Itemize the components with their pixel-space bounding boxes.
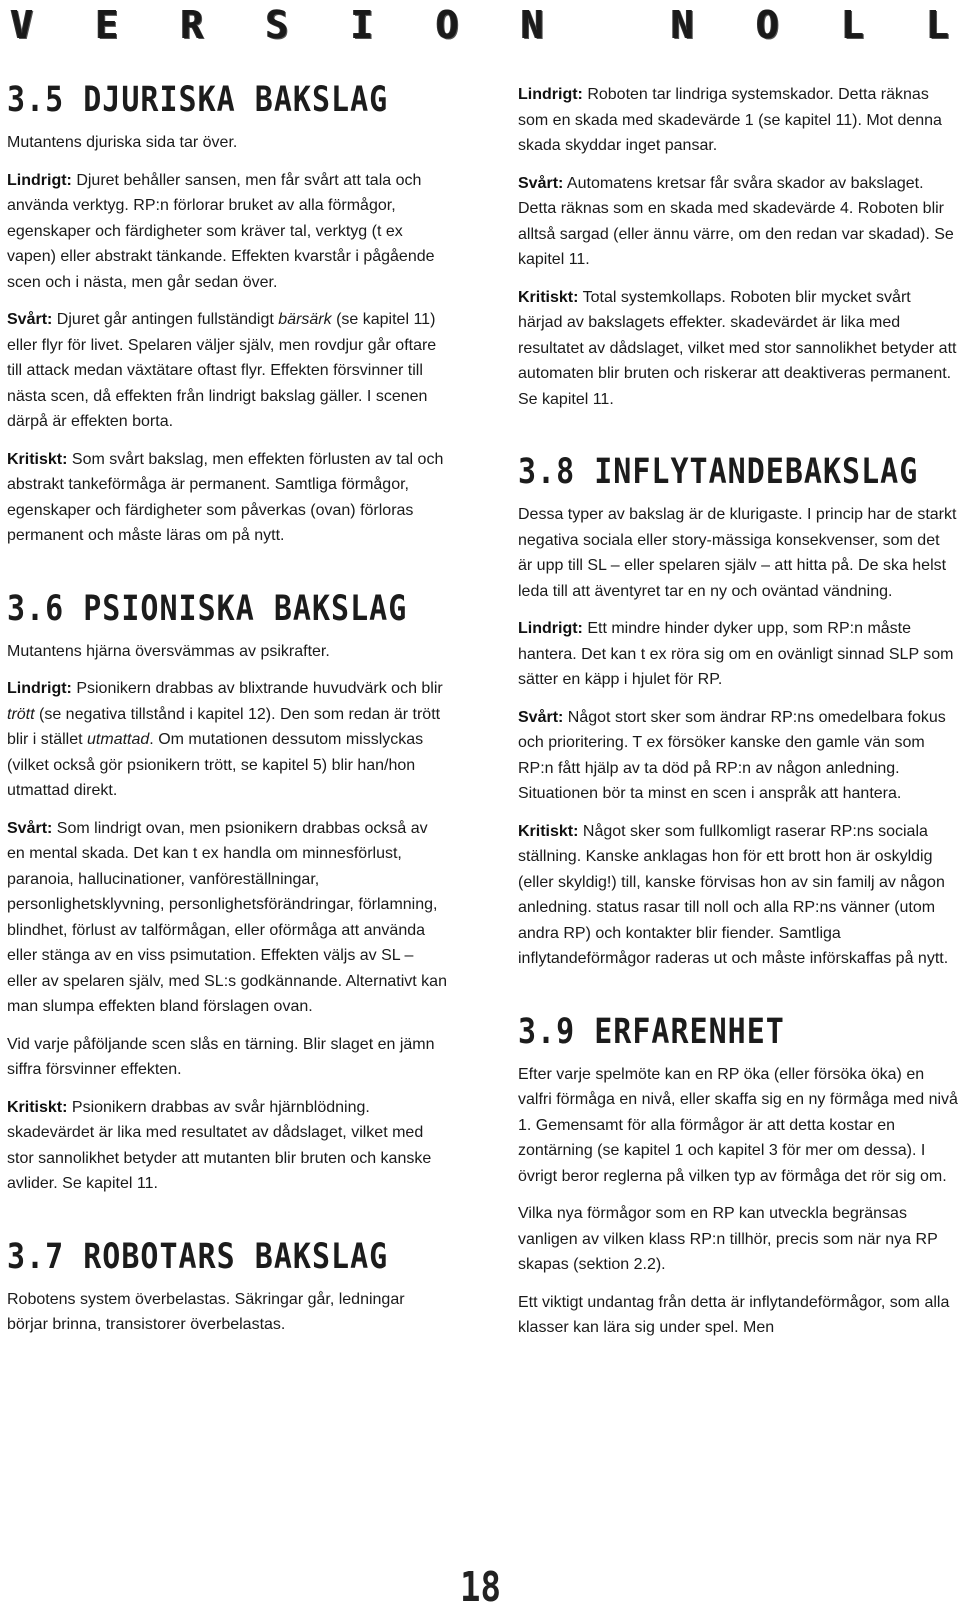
- paragraph-svart: [7, 816, 447, 1020]
- paragraph-text: (se negativa tillstånd i kapitel 12). Den som redan är trött blir i stället: [7, 705, 441, 748]
- left-column: [7, 80, 447, 1378]
- masthead-letter: I: [350, 3, 374, 47]
- paragraph-text: Som svårt bakslag, men effekten förlusten av tal och abstrakt tankeförmåga är permanent. Samtliga förmågor, egenskaper och färdigheter som påverkas (ovan) förloras permanent och måste läras om på nytt.: [7, 450, 444, 544]
- paragraph-kritiskt: [7, 447, 447, 549]
- label-lindrigt: Lindrigt:: [518, 620, 583, 637]
- paragraph-lindrigt: [7, 676, 447, 804]
- label-svart: Svårt:: [518, 708, 564, 726]
- section-heading: 3.6 PSIONISKA BAKSLAG: [7, 588, 408, 629]
- label-svart: Svårt:: [7, 819, 53, 837]
- masthead: [0, 0, 960, 50]
- section-heading: 3.5 DJURISKA BAKSLAG: [7, 80, 389, 121]
- section-3-6: [7, 589, 447, 1197]
- paragraph-text: . Om mutationen dessutom misslyckas (vilket också gör psionikern trött, se kapitel 5) blir han/hon utmattad direkt.: [7, 731, 424, 799]
- emphasis-text: utmattad: [87, 731, 150, 748]
- masthead-letter: N: [521, 3, 544, 47]
- masthead-letter: O: [435, 3, 459, 47]
- paragraph-lindrigt: [7, 168, 447, 296]
- paragraph: Efter varje spelmöte kan en RP öka (eller försöka öka) en valfri förmåga en nivå, eller skaffa sig en ny förmåga med nivå 1. Gemensamt för alla förmågor är att detta kostar en zontärning (se kapitel 1 och kapitel 3 för mer om dessa). I övrigt beror reglerna på vilken typ av förmåga det rör sig om.: [518, 1065, 958, 1185]
- paragraph-svart: [518, 171, 958, 273]
- paragraph-text: Något sker som fullkomligt raserar RP:ns sociala ställning. Kanske anklagas hon för ett brott hon är oskyldig (eller skyldig!) till, kanske förvisas hon av sin familj av någon anledning. status rasar till noll och alla RP:ns vänner (utom andra RP) och kontakter blir fiender. Samtliga inflytandeförmågor raderas ut och måste införskaffas på nytt.: [518, 822, 949, 967]
- paragraph-lindrigt: [518, 616, 958, 693]
- masthead-letter: L: [841, 3, 865, 47]
- label-lindrigt: Lindrigt:: [518, 86, 583, 103]
- paragraph-text: Ett mindre hinder dyker upp, som RP:n måste hantera. Det kan t ex röra sig om en ovänligt sinnad SLP som sätter en käpp i hjulet för RP.: [518, 620, 954, 688]
- paragraph-text: (se kapitel 11) eller flyr för livet. Spelaren väljer själv, men rovdjur går oftare till attack medan växtätare oftast flyr. Effekten försvinner till nästa scen, då effekten från lindrigt bakslag gäller. I scenen därpå är effekten borta.: [7, 311, 437, 430]
- section-3-5: [7, 80, 447, 549]
- paragraph-svart: [7, 307, 447, 435]
- section-intro: Mutantens djuriska sida tar över.: [7, 134, 238, 151]
- masthead-letter: O: [756, 3, 780, 47]
- paragraph-text: Roboten tar lindriga systemskador. Detta räknas som en skada med skadevärde 1 (se kapitel 11). Mot denna skada skyddar inget pansar.: [518, 86, 942, 154]
- section-heading: 3.8 INFLYTANDEBAKSLAG: [518, 452, 919, 493]
- label-lindrigt: Lindrigt:: [7, 680, 72, 697]
- paragraph: Ett viktigt undantag från detta är inflytandeförmågor, som alla klasser kan lära sig under spel. Men: [518, 1293, 950, 1336]
- section-intro: Mutantens hjärna översvämmas av psikrafter.: [7, 642, 330, 660]
- page-number: 18: [460, 1564, 501, 1612]
- masthead-letter: E: [95, 3, 119, 47]
- emphasis-text: bärsärk: [278, 311, 332, 328]
- paragraph-text: Total systemkollaps. Roboten blir mycket svårt härjad av bakslagets effekter. skadevärdet är lika med resultatet av dådslaget, vilket med stor sannolikhet betyder att automaten blir bruten och riskerar att deaktiveras permanent. Se kapitel 11.: [518, 288, 957, 408]
- paragraph-kritiskt: [518, 285, 958, 413]
- label-kritiskt: Kritiskt:: [7, 450, 68, 468]
- paragraph-text: Som lindrigt ovan, men psionikern drabbas också av en mental skada. Det kan t ex handla om minnesförlust, paranoia, hallucinationer, vanföreställningar, personlighetsklyvning, personlighetsförändringar, förlamning, blindhet, förlust av talförmågan, eller oförmåga att använda eller stänga av en viss psimutation. Effekten väljs av SL – eller av spelaren själv, med SL:s godkännande. Alternativt kan man slumpa effekten bland förslagen ovan.: [7, 819, 447, 1015]
- paragraph-text: Psionikern drabbas av svår hjärnblödning. skadevärdet är lika med resultatet av dådslaget, vilket med stor sannolikhet betyder att mutanten blir bruten och kanske avlider. Se kapitel 11.: [7, 1098, 432, 1192]
- section-3-9: [518, 1012, 958, 1341]
- paragraph-text: Psionikern drabbas av blixtrande huvudvärk och blir: [71, 680, 443, 697]
- masthead-letter: V: [10, 3, 34, 47]
- section-intro: Robotens system överbelastas. Säkringar går, ledningar börjar brinna, transistorer överbelastas.: [7, 1290, 405, 1333]
- masthead-letter: S: [265, 3, 289, 47]
- paragraph-followup: Vid varje påföljande scen slås en tärning. Blir slaget en jämn siffra försvinner effekten.: [7, 1035, 435, 1078]
- label-svart: Svårt:: [7, 311, 53, 328]
- label-kritiskt: Kritiskt:: [7, 1098, 68, 1116]
- label-svart: Svårt:: [518, 174, 564, 192]
- paragraph-kritiskt: [518, 819, 958, 972]
- emphasis-text: trött: [7, 705, 35, 723]
- right-column: [518, 82, 958, 1381]
- paragraph-text: Djuret behåller sansen, men får svårt att tala och använda verktyg. RP:n förlorar bruket av alla förmågor, egenskaper och färdigheter som kräver tal, verktyg (t ex vapen) eller abstrakt tänkande. Effekten kvarstår i pågående scen och i nästa, men går sedan över.: [7, 171, 435, 291]
- paragraph: Vilka nya förmågor som en RP kan utveckla begränsas vanligen av vilken klass RP:n tillhör, precis som när nya RP skapas (sektion 2.2).: [518, 1205, 938, 1273]
- paragraph-lindrigt: [518, 82, 958, 159]
- section-heading: 3.9 ERFARENHET: [518, 1011, 785, 1052]
- label-lindrigt: Lindrigt:: [7, 171, 72, 189]
- masthead-letter: L: [926, 3, 950, 47]
- masthead-letter: R: [180, 3, 204, 47]
- section-3-7-continued: [518, 82, 958, 412]
- label-kritiskt: Kritiskt:: [518, 288, 579, 306]
- masthead-letter: N: [671, 3, 695, 47]
- section-3-8: [518, 452, 958, 972]
- paragraph-text: Djuret går antingen fullständigt: [52, 311, 279, 328]
- section-3-7: [7, 1237, 447, 1338]
- paragraph-kritiskt: [7, 1095, 447, 1197]
- paragraph-svart: [518, 705, 958, 807]
- label-kritiskt: Kritiskt:: [518, 822, 579, 840]
- paragraph-text: Automatens kretsar får svåra skador av bakslaget. Detta räknas som en skada med skadevärde 4. Roboten blir alltså sargad (eller ännu värre, om den redan var skadad). Se kapitel 11.: [518, 174, 954, 268]
- paragraph-text: Något stort sker som ändrar RP:ns omedelbara fokus och prioritering. T ex försöker kanske den gamle vän som RP:n fått hjälp av ta död på RP:n av någon anledning. Situationen bör ta minst en scen i anspråk att hantera.: [518, 708, 946, 802]
- section-heading: 3.7 ROBOTARS BAKSLAG: [7, 1236, 389, 1277]
- section-intro: Dessa typer av bakslag är de klurigaste. I princip har de starkt negativa sociala eller story-mässiga konsekvenser, som det är upp till SL – eller spelaren själv – att hitta på. De ska helst leda till att äventyret tar en ny och oväntad vändning.: [518, 506, 957, 600]
